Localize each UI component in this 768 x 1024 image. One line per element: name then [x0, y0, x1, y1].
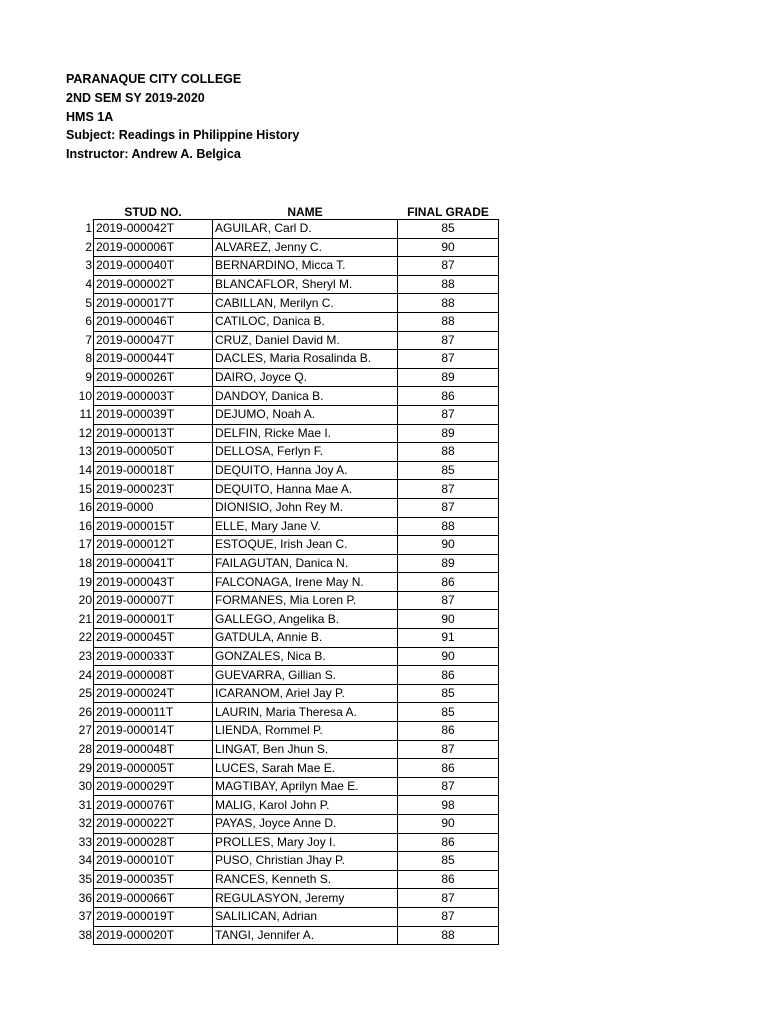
student-name-cell: DEQUITO, Hanna Joy A. [213, 461, 398, 480]
grades-table [62, 200, 499, 945]
student-name-cell: CRUZ, Daniel David M. [213, 331, 398, 350]
stud-no-cell: 2019-000015T [94, 517, 213, 536]
student-name-cell: CABILLAN, Merilyn C. [213, 294, 398, 313]
table-row [62, 536, 499, 555]
section-label: HMS 1A [66, 109, 114, 124]
final-grade-cell: 90 [398, 238, 499, 257]
final-grade-cell: 86 [398, 870, 499, 889]
grades-table-body [62, 220, 499, 945]
table-row [62, 722, 499, 741]
final-grade-cell: 87 [398, 331, 499, 350]
student-name-cell: DELLOSA, Ferlyn F. [213, 443, 398, 462]
final-grade-cell: 89 [398, 424, 499, 443]
stud-no-cell: 2019-000028T [94, 833, 213, 852]
final-grade-cell: 88 [398, 312, 499, 331]
stud-no-cell: 2019-000011T [94, 703, 213, 722]
stud-no-cell: 2019-000039T [94, 405, 213, 424]
stud-no-cell: 2019-000012T [94, 536, 213, 555]
final-grade-cell: 88 [398, 517, 499, 536]
name-header: NAME [287, 205, 323, 219]
row-number: 35 [78, 872, 92, 887]
row-number: 33 [78, 834, 92, 849]
stud-no-cell: 2019-000040T [94, 257, 213, 276]
row-number-header [62, 200, 94, 220]
final-grade-cell: 90 [398, 610, 499, 629]
stud-no-cell: 2019-000050T [94, 443, 213, 462]
table-row [62, 461, 499, 480]
stud-no-header: STUD NO. [124, 205, 182, 219]
row-number: 36 [78, 890, 92, 905]
final-grade-cell: 86 [398, 573, 499, 592]
table-row [62, 257, 499, 276]
row-number: 5 [85, 295, 92, 310]
row-number: 32 [78, 816, 92, 831]
row-number: 31 [78, 797, 92, 812]
student-name-cell: GALLEGO, Angelika B. [213, 610, 398, 629]
table-row [62, 647, 499, 666]
row-number: 13 [78, 444, 92, 459]
student-name-cell: BERNARDINO, Micca T. [213, 257, 398, 276]
row-number: 7 [85, 332, 92, 347]
student-name-cell: DEJUMO, Noah A. [213, 405, 398, 424]
final-grade-cell: 85 [398, 461, 499, 480]
table-row [62, 480, 499, 499]
stud-no-cell: 2019-000001T [94, 610, 213, 629]
row-number: 19 [78, 574, 92, 589]
table-row [62, 870, 499, 889]
table-row [62, 443, 499, 462]
student-name-cell: GATDULA, Annie B. [213, 629, 398, 648]
stud-no-cell: 2019-000006T [94, 238, 213, 257]
stud-no-cell: 2019-000044T [94, 350, 213, 369]
college-name: PARANAQUE CITY COLLEGE [66, 72, 242, 86]
table-row [62, 889, 499, 908]
row-number: 30 [78, 779, 92, 794]
row-number: 29 [78, 760, 92, 775]
table-row [62, 777, 499, 796]
row-number: 10 [78, 388, 92, 403]
final-grade-cell: 86 [398, 759, 499, 778]
student-name-cell: ICARANOM, Ariel Jay P. [213, 684, 398, 703]
student-name-cell: DAIRO, Joyce Q. [213, 368, 398, 387]
stud-no-cell: 2019-000042T [94, 220, 213, 239]
student-name-cell: DACLES, Maria Rosalinda B. [213, 350, 398, 369]
table-row [62, 629, 499, 648]
table-row [62, 275, 499, 294]
table-row [62, 796, 499, 815]
student-name-cell: ALVAREZ, Jenny C. [213, 238, 398, 257]
final-grade-cell: 89 [398, 368, 499, 387]
student-name-cell: DANDOY, Danica B. [213, 387, 398, 406]
final-grade-cell: 91 [398, 629, 499, 648]
table-row [62, 833, 499, 852]
final-grade-cell: 88 [398, 443, 499, 462]
stud-no-cell: 2019-000007T [94, 591, 213, 610]
row-number: 18 [78, 555, 92, 570]
table-row [62, 926, 499, 945]
student-name-cell: CATILOC, Danica B. [213, 312, 398, 331]
final-grade-cell: 88 [398, 294, 499, 313]
final-grade-cell: 89 [398, 554, 499, 573]
final-grade-header: FINAL GRADE [407, 205, 489, 219]
document-header [66, 70, 299, 164]
row-number: 16 [78, 500, 92, 515]
table-row [62, 759, 499, 778]
row-number: 34 [78, 853, 92, 868]
row-number: 12 [78, 425, 92, 440]
student-name-cell: BLANCAFLOR, Sheryl M. [213, 275, 398, 294]
final-grade-cell: 85 [398, 684, 499, 703]
final-grade-cell: 98 [398, 796, 499, 815]
stud-no-cell: 2019-000024T [94, 684, 213, 703]
final-grade-cell: 85 [398, 852, 499, 871]
row-number: 21 [78, 611, 92, 626]
stud-no-cell: 2019-000002T [94, 275, 213, 294]
student-name-cell: FALCONAGA, Irene May N. [213, 573, 398, 592]
student-name-cell: LAURIN, Maria Theresa A. [213, 703, 398, 722]
table-row [62, 573, 499, 592]
instructor-label: Instructor: Andrew A. Belgica [66, 147, 241, 162]
stud-no-cell: 2019-000014T [94, 722, 213, 741]
final-grade-cell: 86 [398, 722, 499, 741]
stud-no-cell: 2019-000003T [94, 387, 213, 406]
stud-no-cell: 2019-000033T [94, 647, 213, 666]
stud-no-cell: 2019-000013T [94, 424, 213, 443]
stud-no-cell: 2019-000020T [94, 926, 213, 945]
stud-no-cell: 2019-000008T [94, 666, 213, 685]
stud-no-cell: 2019-0000 [94, 498, 213, 517]
stud-no-cell: 2019-000023T [94, 480, 213, 499]
student-name-cell: GONZALES, Nica B. [213, 647, 398, 666]
table-row [62, 498, 499, 517]
final-grade-cell: 85 [398, 703, 499, 722]
final-grade-cell: 86 [398, 666, 499, 685]
final-grade-cell: 90 [398, 815, 499, 834]
semester-label: 2ND SEM SY 2019-2020 [66, 90, 205, 105]
final-grade-cell: 90 [398, 647, 499, 666]
table-row [62, 312, 499, 331]
table-row [62, 610, 499, 629]
student-name-cell: ESTOQUE, Irish Jean C. [213, 536, 398, 555]
row-number: 11 [79, 407, 92, 422]
row-number: 38 [78, 927, 92, 942]
stud-no-cell: 2019-000029T [94, 777, 213, 796]
stud-no-cell: 2019-000045T [94, 629, 213, 648]
header-row [62, 200, 499, 220]
table-row [62, 294, 499, 313]
row-number: 17 [78, 537, 92, 552]
row-number: 27 [78, 723, 92, 738]
final-grade-cell: 87 [398, 498, 499, 517]
final-grade-cell: 87 [398, 740, 499, 759]
row-number: 15 [78, 481, 92, 496]
table-row [62, 684, 499, 703]
table-row [62, 740, 499, 759]
table-row [62, 387, 499, 406]
row-number: 28 [78, 741, 92, 756]
row-number: 8 [85, 351, 92, 366]
row-number: 24 [78, 667, 92, 682]
stud-no-cell: 2019-000018T [94, 461, 213, 480]
final-grade-cell: 88 [398, 926, 499, 945]
stud-no-cell: 2019-000022T [94, 815, 213, 834]
table-row [62, 331, 499, 350]
table-row [62, 424, 499, 443]
student-name-cell: MAGTIBAY, Aprilyn Mae E. [213, 777, 398, 796]
stud-no-cell: 2019-000026T [94, 368, 213, 387]
table-row [62, 220, 499, 239]
table-row [62, 666, 499, 685]
table-row [62, 907, 499, 926]
student-name-cell: REGULASYON, Jeremy [213, 889, 398, 908]
stud-no-cell: 2019-000017T [94, 294, 213, 313]
row-number: 23 [78, 648, 92, 663]
student-name-cell: GUEVARRA, Gillian S. [213, 666, 398, 685]
student-name-cell: RANCES, Kenneth S. [213, 870, 398, 889]
student-name-cell: SALILICAN, Adrian [213, 907, 398, 926]
row-number: 26 [78, 704, 92, 719]
student-name-cell: DELFIN, Ricke Mae I. [213, 424, 398, 443]
stud-no-cell: 2019-000043T [94, 573, 213, 592]
student-name-cell: MALIG, Karol John P. [213, 796, 398, 815]
student-name-cell: LUCES, Sarah Mae E. [213, 759, 398, 778]
final-grade-cell: 87 [398, 405, 499, 424]
final-grade-cell: 87 [398, 257, 499, 276]
row-number: 37 [78, 909, 92, 924]
stud-no-cell: 2019-000047T [94, 331, 213, 350]
student-name-cell: PUSO, Christian Jhay P. [213, 852, 398, 871]
final-grade-cell: 87 [398, 591, 499, 610]
table-row [62, 815, 499, 834]
row-number: 16 [78, 518, 92, 533]
table-row [62, 591, 499, 610]
student-name-cell: LINGAT, Ben Jhun S. [213, 740, 398, 759]
student-name-cell: LIENDA, Rommel P. [213, 722, 398, 741]
row-number: 1 [85, 221, 92, 236]
row-number: 4 [85, 277, 92, 292]
stud-no-cell: 2019-000066T [94, 889, 213, 908]
final-grade-cell: 87 [398, 907, 499, 926]
stud-no-cell: 2019-000046T [94, 312, 213, 331]
student-name-cell: FAILAGUTAN, Danica N. [213, 554, 398, 573]
final-grade-cell: 86 [398, 833, 499, 852]
table-row [62, 852, 499, 871]
row-number: 2 [85, 239, 92, 254]
row-number: 14 [78, 463, 92, 478]
stud-no-cell: 2019-000010T [94, 852, 213, 871]
row-number: 22 [78, 630, 92, 645]
final-grade-cell: 85 [398, 220, 499, 239]
final-grade-cell: 88 [398, 275, 499, 294]
table-row [62, 368, 499, 387]
table-row [62, 703, 499, 722]
row-number: 3 [85, 258, 92, 273]
table-row [62, 554, 499, 573]
subject-label: Subject: Readings in Philippine History [66, 128, 300, 143]
stud-no-cell: 2019-000076T [94, 796, 213, 815]
final-grade-cell: 86 [398, 387, 499, 406]
student-name-cell: TANGI, Jennifer A. [213, 926, 398, 945]
row-number: 9 [85, 370, 92, 385]
row-number: 20 [78, 593, 92, 608]
stud-no-cell: 2019-000005T [94, 759, 213, 778]
final-grade-cell: 87 [398, 350, 499, 369]
final-grade-cell: 87 [398, 889, 499, 908]
stud-no-cell: 2019-000035T [94, 870, 213, 889]
grades-table-head [62, 200, 499, 220]
final-grade-cell: 90 [398, 536, 499, 555]
stud-no-cell: 2019-000048T [94, 740, 213, 759]
student-name-cell: ELLE, Mary Jane V. [213, 517, 398, 536]
stud-no-cell: 2019-000019T [94, 907, 213, 926]
table-row [62, 350, 499, 369]
stud-no-cell: 2019-000041T [94, 554, 213, 573]
student-name-cell: PROLLES, Mary Joy I. [213, 833, 398, 852]
table-row [62, 238, 499, 257]
student-name-cell: PAYAS, Joyce Anne D. [213, 815, 398, 834]
table-row [62, 517, 499, 536]
final-grade-cell: 87 [398, 480, 499, 499]
row-number: 25 [78, 686, 92, 701]
student-name-cell: FORMANES, Mia Loren P. [213, 591, 398, 610]
student-name-cell: DEQUITO, Hanna Mae A. [213, 480, 398, 499]
final-grade-cell: 87 [398, 777, 499, 796]
row-number: 6 [85, 314, 92, 329]
student-name-cell: DIONISIO, John Rey M. [213, 498, 398, 517]
table-row [62, 405, 499, 424]
student-name-cell: AGUILAR, Carl D. [213, 220, 398, 239]
